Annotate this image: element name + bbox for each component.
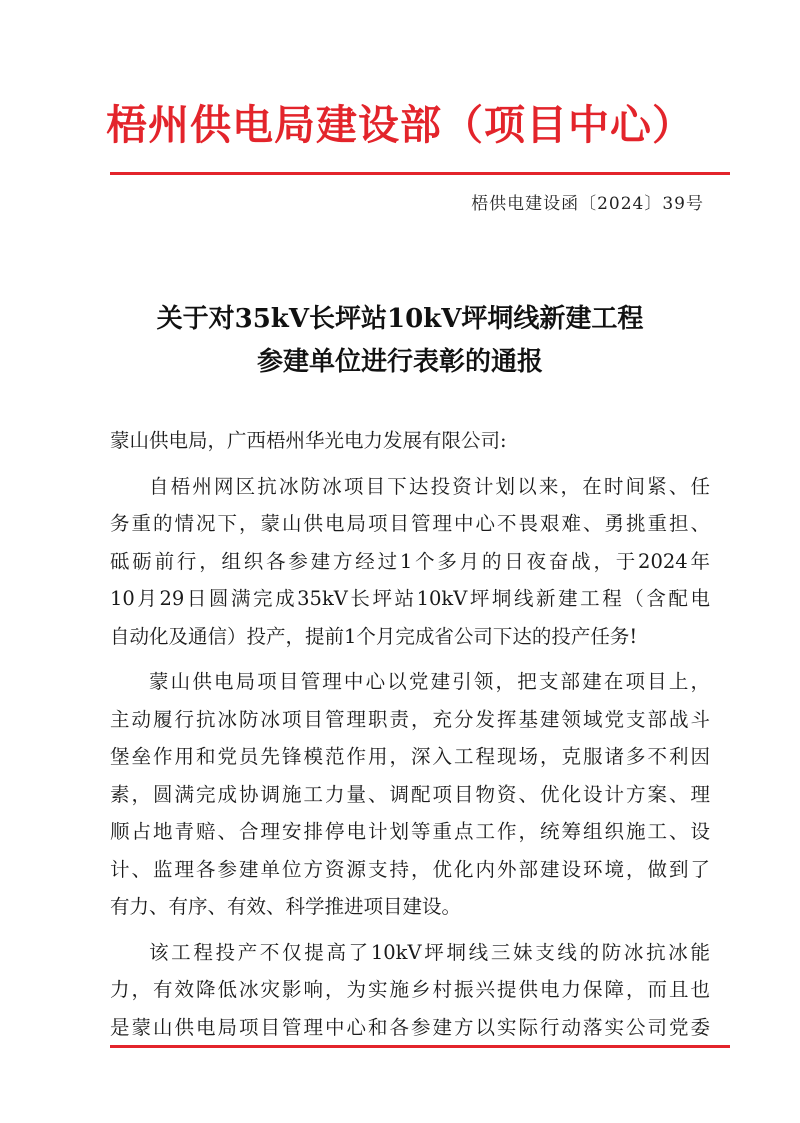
paragraph-2 bbox=[110, 663, 710, 926]
paragraph-line: 蒙山供电局项目管理中心以党建引领，把支部建在项目上， bbox=[149, 670, 710, 693]
paragraph-line: 砥砺前行，组织各参建方经过1个多月的日夜奋战，于2024年 bbox=[110, 549, 710, 573]
organization-header: 梧州供电局建设部（项目中心） bbox=[106, 101, 694, 149]
document-number: 梧供电建设函〔2024〕39号 bbox=[471, 194, 704, 214]
header-red-rule bbox=[110, 172, 730, 175]
paragraph-line: 计、监理各参建单位方资源支持，优化内外部建设环境，做到了 bbox=[110, 857, 710, 881]
paragraph-line: 有力、有序、有效、科学推进项目建设。 bbox=[110, 895, 462, 918]
footer-red-rule bbox=[110, 1045, 730, 1048]
paragraph-line: 是蒙山供电局项目管理中心和各参建方以实际行动落实公司党委 bbox=[110, 1015, 710, 1039]
paragraph-line: 主动履行抗冰防冰项目管理职责，充分发挥基建领域党支部战斗 bbox=[110, 707, 710, 731]
paragraph-3 bbox=[110, 934, 710, 1047]
paragraph-line: 堡垒作用和党员先锋模范作用，深入工程现场，克服诸多不利因 bbox=[110, 745, 710, 768]
document-title bbox=[0, 298, 800, 384]
paragraph-line: 素，圆满完成协调施工力量、调配项目物资、优化设计方案、理 bbox=[110, 782, 710, 806]
paragraph-line: 自梧州网区抗冰防冰项目下达投资计划以来，在时间紧、任 bbox=[149, 474, 710, 498]
paragraph-line: 务重的情况下，蒙山供电局项目管理中心不畏艰难、勇挑重担、 bbox=[110, 512, 710, 535]
paragraph-line: 自动化及通信）投产，提前1个月完成省公司下达的投产任务! bbox=[110, 624, 638, 648]
paragraph-line: 力，有效降低冰灾影响，为实施乡村振兴提供电力保障，而且也 bbox=[110, 978, 710, 1001]
paragraph-line: 该工程投产不仅提高了10kV坪垌线三妹支线的防冰抗冰能 bbox=[149, 940, 710, 964]
document-body bbox=[110, 422, 710, 1046]
paragraph-line: 10月29日圆满完成35kV长坪站10kV坪垌线新建工程（含配电 bbox=[110, 587, 710, 610]
paragraph-1 bbox=[110, 468, 710, 656]
title-line-1: 关于对35kV长坪站10kV坪垌线新建工程 bbox=[156, 304, 644, 334]
salutation: 蒙山供电局，广西梧州华光电力发展有限公司: bbox=[110, 429, 507, 452]
paragraph-line: 顺占地青赔、合理安排停电计划等重点工作，统筹组织施工、设 bbox=[110, 820, 710, 843]
title-line-2: 参建单位进行表彰的通报 bbox=[256, 347, 543, 377]
